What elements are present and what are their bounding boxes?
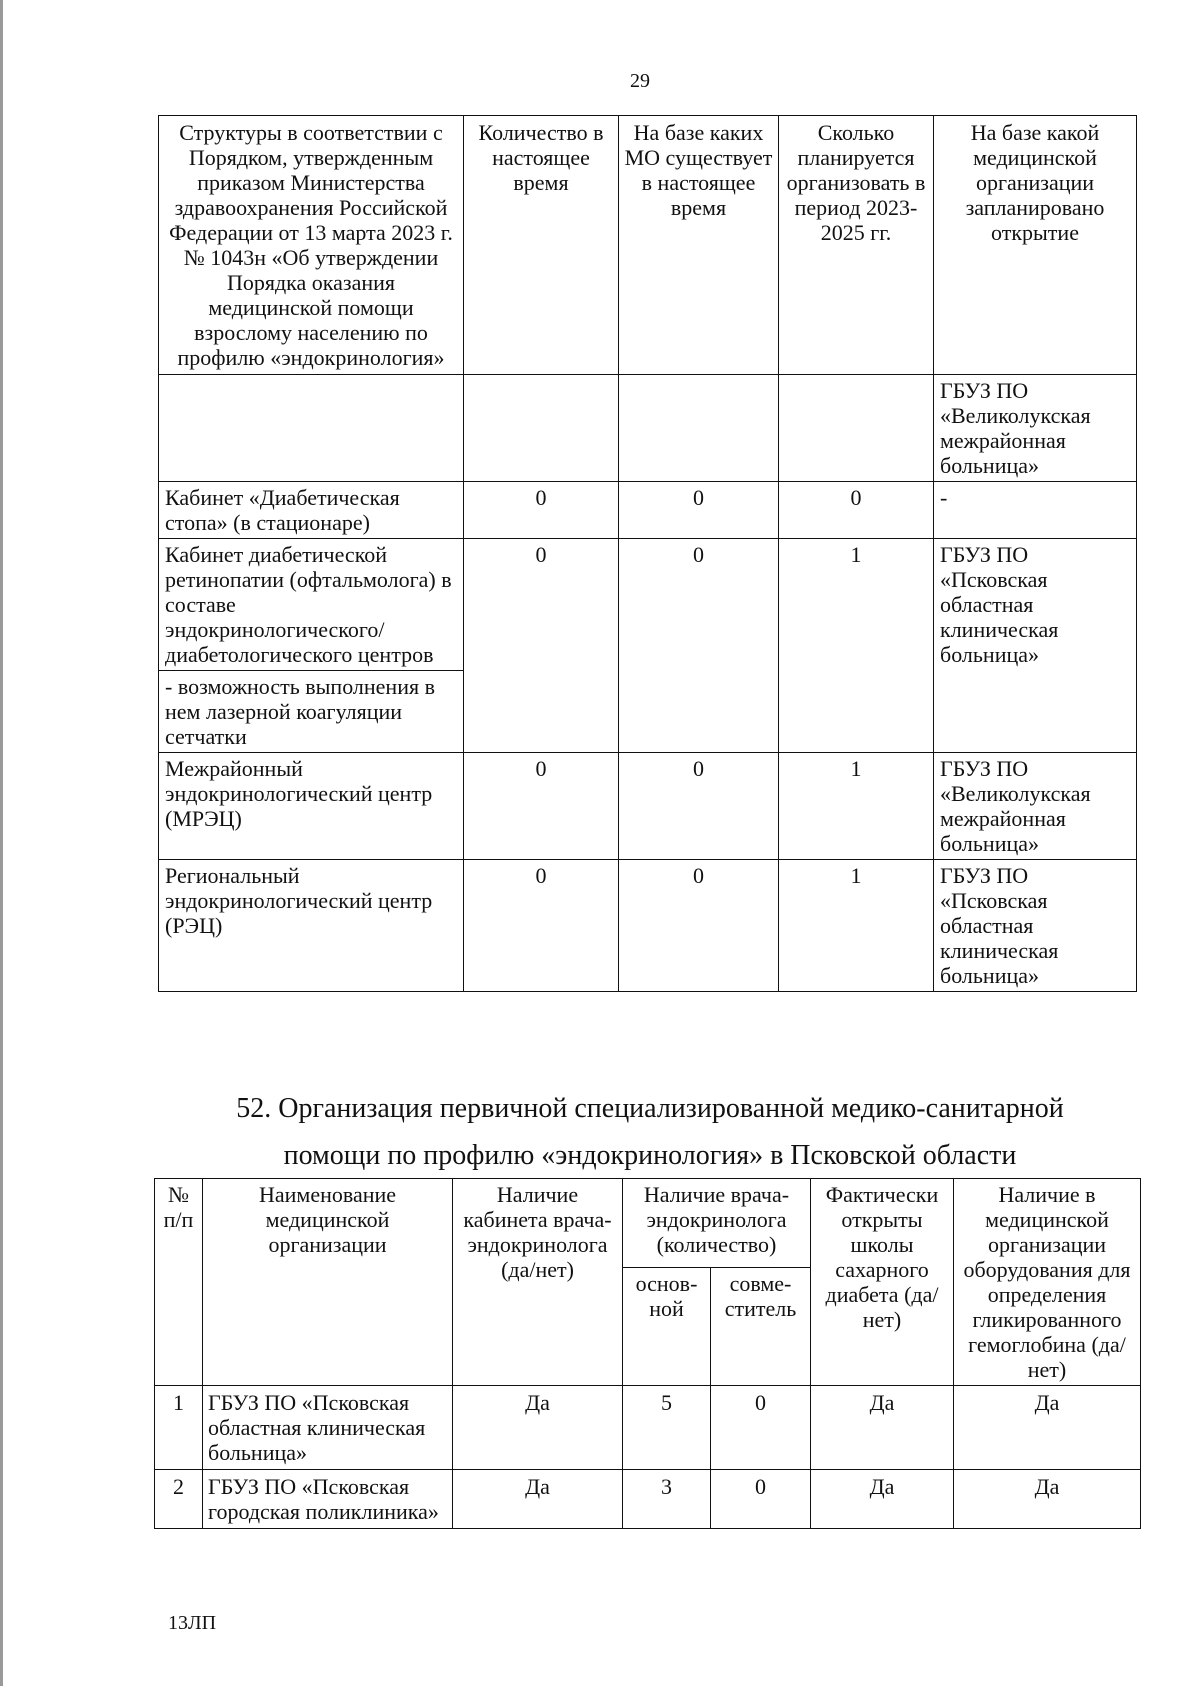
section-title-line: 52. Организация первичной специализированной медико-санитарной [236,1093,1064,1124]
empty-cell [619,671,779,753]
header-organization: Наименование медицинской организации [203,1179,453,1386]
section-title [150,1085,1150,1179]
main-doctor-cell: 5 [623,1386,711,1470]
header-main-doctor: основ-ной [623,1268,711,1386]
planned-org-cell: ГБУЗ ПО «Великолукская межрайонная больница» [934,753,1137,860]
empty-cell [619,375,779,482]
current-count-cell: 0 [464,753,619,860]
hba1c-equipment-cell: Да [954,1470,1141,1529]
page-number: 29 [630,70,650,92]
cabinet-cell: Да [453,1386,623,1470]
header-planned-count: Сколько планируется организовать в период 2023-2025 гг. [779,116,934,375]
row-number-cell: 1 [155,1386,203,1470]
empty-cell [779,375,934,482]
table-header-row [155,1179,1141,1268]
table-row [155,1386,1141,1470]
table-row [159,375,1137,482]
section-title-line: помощи по профилю «эндокринология» в Псковской области [283,1140,1017,1171]
table-row [159,671,1137,753]
table-row [159,482,1137,539]
structure-cell: Региональный эндокринологический центр (РЭЦ) [159,860,464,992]
header-planned-org: На базе какой медицинской организации запланировано открытие [934,116,1137,375]
cabinet-cell: Да [453,1470,623,1529]
empty-cell [779,671,934,753]
organization-cell: ГБУЗ ПО «Псковская городская поликлиника» [203,1470,453,1529]
empty-cell [464,671,619,753]
diabetes-schools-cell: Да [811,1470,954,1529]
planned-org-cell: - [934,482,1137,539]
current-count-cell: 0 [464,539,619,671]
table-header-row [159,116,1137,375]
header-structure: Структуры в соответствии с Порядком, утвержденным приказом Министерства здравоохранения Российской Федерации от 13 марта 2023 г. № 1043н «Об утверждении Порядка оказания медицинской помощи взрослому населению по профилю «эндокринология» [159,116,464,375]
endocrinology-care-table [154,1178,1141,1529]
header-doctor-count: Наличие врача-эндокринолога (количество) [623,1179,811,1268]
organization-cell: ГБУЗ ПО «Псковская областная клиническая больница» [203,1386,453,1470]
footer-code: 13ЛП [168,1612,217,1634]
planned-org-cell: ГБУЗ ПО «Псковская областная клиническая больница» [934,539,1137,671]
structure-cell: Кабинет диабетической ретинопатии (офтальмолога) в составе эндокринологического/ диабетологического центров [159,539,464,671]
empty-cell [159,375,464,482]
diabetes-schools-cell: Да [811,1386,954,1470]
base-mo-cell: 0 [619,482,779,539]
structures-table [158,115,1137,992]
current-count-cell: 0 [464,860,619,992]
planned-count-cell: 1 [779,860,934,992]
header-number: № п/п [155,1179,203,1386]
part-time-doctor-cell: 0 [711,1470,811,1529]
structure-cell: Кабинет «Диабетическая стопа» (в стационаре) [159,482,464,539]
planned-count-cell: 1 [779,753,934,860]
main-doctor-cell: 3 [623,1470,711,1529]
scan-edge [0,0,3,1686]
empty-cell [934,671,1137,753]
header-part-time-doctor: совме-ститель [711,1268,811,1386]
base-mo-cell: 0 [619,753,779,860]
base-mo-cell: 0 [619,539,779,671]
base-mo-cell: 0 [619,860,779,992]
header-hba1c-equipment: Наличие в медицинской организации оборудования для определения гликированного гемоглобина (да/нет) [954,1179,1141,1386]
planned-count-cell: 0 [779,482,934,539]
planned-org-cell: ГБУЗ ПО «Великолукская межрайонная больница» [934,375,1137,482]
planned-org-cell: ГБУЗ ПО «Псковская областная клиническая больница» [934,860,1137,992]
current-count-cell: 0 [464,482,619,539]
header-cabinet: Наличие кабинета врача-эндокринолога (да/нет) [453,1179,623,1386]
planned-count-cell: 1 [779,539,934,671]
table-row [159,753,1137,860]
table-row [159,539,1137,671]
empty-cell [464,375,619,482]
header-current-count: Количество в настоящее время [464,116,619,375]
hba1c-equipment-cell: Да [954,1386,1141,1470]
part-time-doctor-cell: 0 [711,1386,811,1470]
sub-structure-cell: - возможность выполнения в нем лазерной коагуляции сетчатки [159,671,464,753]
table-row [159,860,1137,992]
table-row [155,1470,1141,1529]
row-number-cell: 2 [155,1470,203,1529]
header-diabetes-schools: Фактически открыты школы сахарного диабета (да/нет) [811,1179,954,1386]
header-base-mo: На базе каких МО существует в настоящее время [619,116,779,375]
structure-cell: Межрайонный эндокринологический центр (МРЭЦ) [159,753,464,860]
